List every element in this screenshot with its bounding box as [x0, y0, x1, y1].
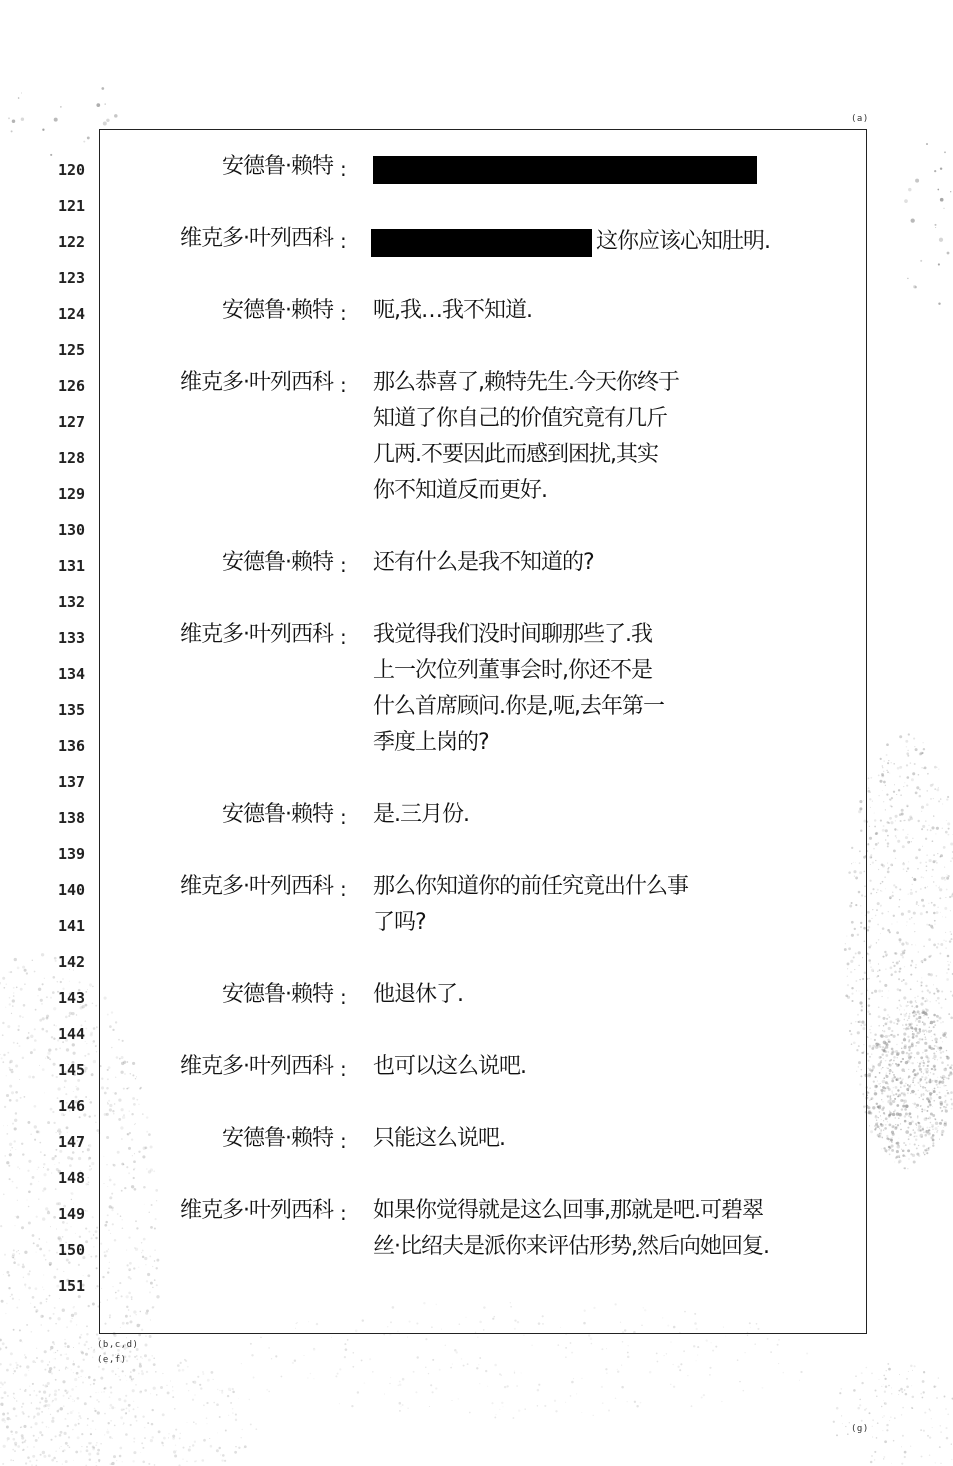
line-number: 147 — [58, 1133, 86, 1151]
line-number: 133 — [58, 629, 86, 647]
speaker-colon: : — [340, 373, 347, 397]
line-number: 127 — [58, 413, 86, 431]
speaker-colon: : — [340, 1057, 347, 1081]
line-number: 142 — [58, 953, 86, 971]
line-number: 148 — [58, 1169, 86, 1187]
speaker-colon: : — [340, 1201, 347, 1225]
dialogue-text: 这你应该心知肚明. — [596, 229, 770, 254]
dialogue-text: 那么恭喜了,赖特先生.今天你终于 — [373, 370, 679, 395]
line-number: 146 — [58, 1097, 86, 1115]
speaker-colon: : — [340, 1129, 347, 1153]
dialogue-text: 他退休了. — [373, 982, 463, 1007]
speaker-name: 维克多·叶列西科 — [180, 226, 333, 251]
line-number: 149 — [58, 1205, 86, 1223]
line-number: 128 — [58, 449, 86, 467]
dialogue-text: 季度上岗的? — [373, 730, 489, 755]
line-number: 145 — [58, 1061, 86, 1079]
speaker-name: 维克多·叶列西科 — [180, 874, 333, 899]
line-number: 144 — [58, 1025, 86, 1043]
speaker-name: 安德鲁·赖特 — [222, 550, 333, 575]
line-number: 140 — [58, 881, 86, 899]
dialogue-text: 那么你知道你的前任究竟出什么事 — [373, 874, 689, 899]
speaker-colon: : — [340, 625, 347, 649]
line-number: 124 — [58, 305, 86, 323]
line-number: 123 — [58, 269, 86, 287]
speaker-name: 安德鲁·赖特 — [222, 982, 333, 1007]
speaker-colon: : — [340, 877, 347, 901]
line-number: 135 — [58, 701, 86, 719]
speaker-colon: : — [340, 157, 347, 181]
dialogue-text: 你不知道反而更好. — [373, 478, 547, 503]
redaction-bar — [371, 229, 592, 257]
speaker-colon: : — [340, 553, 347, 577]
speaker-colon: : — [340, 301, 347, 325]
speaker-name: 安德鲁·赖特 — [222, 154, 333, 179]
line-number: 129 — [58, 485, 86, 503]
line-number: 143 — [58, 989, 86, 1007]
dialogue-text: 丝·比绍夫是派你来评估形势,然后向她回复. — [373, 1234, 769, 1259]
speaker-name: 维克多·叶列西科 — [180, 1054, 333, 1079]
speaker-name: 维克多·叶列西科 — [180, 622, 333, 647]
line-number: 120 — [58, 161, 86, 179]
dialogue-text: 几两.不要因此而感到困扰,其实 — [373, 442, 658, 467]
margin-mark-bcd: (b,c,d) — [97, 1340, 139, 1350]
line-number: 132 — [58, 593, 86, 611]
line-number: 125 — [58, 341, 86, 359]
dialogue-text: 什么首席顾问.你是,呃,去年第一 — [373, 694, 664, 719]
line-number: 137 — [58, 773, 86, 791]
dialogue-text: 了吗? — [373, 910, 426, 935]
dialogue-text: 如果你觉得就是这么回事,那就是吧.可碧翠 — [373, 1198, 763, 1223]
redaction-bar — [373, 156, 757, 184]
line-number: 139 — [58, 845, 86, 863]
dialogue-text: 也可以这么说吧. — [373, 1054, 526, 1079]
speaker-name: 维克多·叶列西科 — [180, 370, 333, 395]
line-number: 150 — [58, 1241, 86, 1259]
dialogue-text: 知道了你自己的价值究竟有几斤 — [373, 406, 668, 431]
line-number: 121 — [58, 197, 86, 215]
dialogue-text: 呃,我…我不知道. — [373, 298, 532, 323]
speaker-name: 维克多·叶列西科 — [180, 1198, 333, 1223]
margin-mark-g: (g) — [851, 1424, 869, 1434]
speaker-colon: : — [340, 229, 347, 253]
line-number: 134 — [58, 665, 86, 683]
dialogue-text: 是.三月份. — [373, 802, 469, 827]
line-number: 138 — [58, 809, 86, 827]
line-number: 122 — [58, 233, 86, 251]
margin-mark-a: (a) — [851, 114, 869, 124]
dialogue-text: 我觉得我们没时间聊那些了.我 — [373, 622, 652, 647]
line-number: 151 — [58, 1277, 86, 1295]
margin-mark-ef: (e,f) — [97, 1355, 127, 1365]
speaker-name: 安德鲁·赖特 — [222, 802, 333, 827]
speaker-name: 安德鲁·赖特 — [222, 298, 333, 323]
dialogue-text: 上一次位列董事会时,你还不是 — [373, 658, 652, 683]
speaker-colon: : — [340, 805, 347, 829]
line-number: 130 — [58, 521, 86, 539]
line-number: 141 — [58, 917, 86, 935]
speaker-name: 安德鲁·赖特 — [222, 1126, 333, 1151]
speaker-colon: : — [340, 985, 347, 1009]
line-number: 136 — [58, 737, 86, 755]
line-number: 131 — [58, 557, 86, 575]
dialogue-text: 还有什么是我不知道的? — [373, 550, 594, 575]
dialogue-text: 只能这么说吧. — [373, 1126, 505, 1151]
line-number: 126 — [58, 377, 86, 395]
